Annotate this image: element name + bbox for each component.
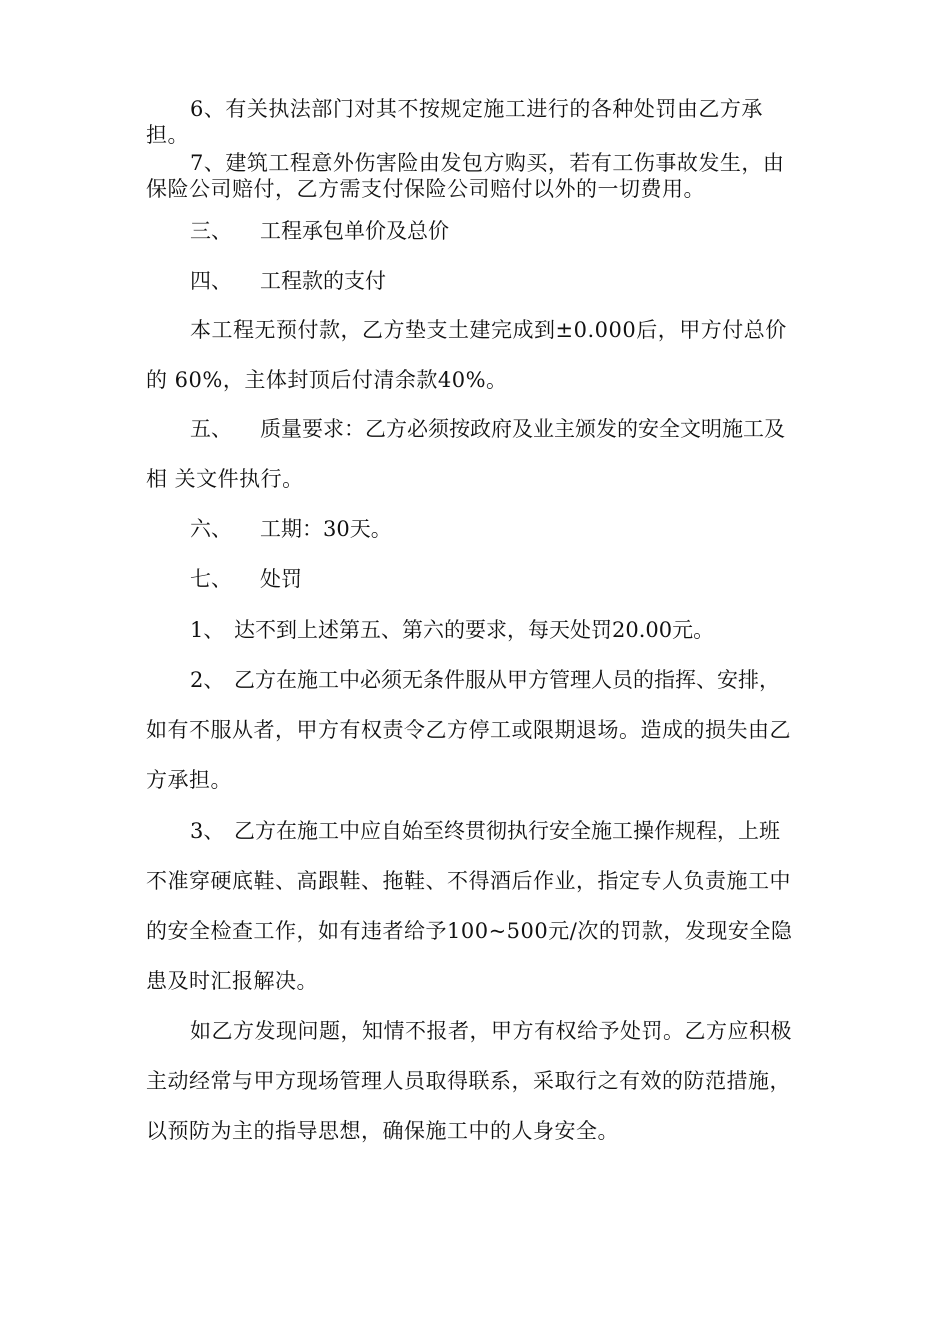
payment-line1: 本工程无预付款，乙方垫支土建完成到±0.000后，甲方付总价: [190, 318, 787, 342]
section3-number: 三、: [190, 219, 232, 243]
item6-line2: 担。: [146, 123, 189, 147]
payment-line2: 的 60%，主体封顶后付清余款40%。: [146, 368, 508, 392]
section4-number: 四、: [190, 269, 232, 293]
section4-title: 工程款的支付: [260, 269, 386, 293]
penalty2-line2: 如有不服从者，甲方有权责令乙方停工或限期退场。造成的损失由乙: [146, 718, 791, 742]
penalty2-number: 2、: [190, 668, 225, 692]
section6-number: 六、: [190, 517, 232, 541]
closing-line2: 主动经常与甲方现场管理人员取得联系，采取行之有效的防范措施，: [146, 1069, 791, 1093]
penalty1-text: 达不到上述第五、第六的要求，每天处罚20.00元。: [234, 618, 715, 642]
section5-line2: 相 关文件执行。: [146, 467, 304, 491]
item7-line1: 7、建筑工程意外伤害险由发包方购买，若有工伤事故发生，由: [190, 151, 785, 175]
section7-title: 处罚: [260, 567, 302, 591]
section6-title: 工期：30天。: [260, 517, 392, 541]
penalty3-line4: 患及时汇报解决。: [146, 969, 318, 993]
section3-title: 工程承包单价及总价: [260, 219, 449, 243]
penalty3-number: 3、: [190, 819, 225, 843]
penalty2-line1: 乙方在施工中必须无条件服从甲方管理人员的指挥、安排，: [234, 668, 780, 692]
section5-title: 质量要求：乙方必须按政府及业主颁发的安全文明施工及: [260, 417, 785, 441]
penalty1-number: 1、: [190, 618, 225, 642]
penalty3-line1: 乙方在施工中应自始至终贯彻执行安全施工操作规程，上班: [234, 819, 780, 843]
penalty3-line2: 不准穿硬底鞋、高跟鞋、拖鞋、不得酒后作业，指定专人负责施工中: [146, 869, 791, 893]
section5-number: 五、: [190, 417, 232, 441]
item7-line2: 保险公司赔付，乙方需支付保险公司赔付以外的一切费用。: [146, 177, 705, 201]
closing-line1: 如乙方发现问题，知情不报者，甲方有权给予处罚。乙方应积极: [190, 1019, 792, 1043]
penalty3-line3: 的安全检查工作，如有违者给予100~500元/次的罚款，发现安全隐: [146, 919, 793, 943]
closing-line3: 以预防为主的指导思想，确保施工中的人身安全。: [146, 1119, 619, 1143]
item6-line1: 6、有关执法部门对其不按规定施工进行的各种处罚由乙方承: [190, 97, 763, 121]
penalty2-line3: 方承担。: [146, 768, 232, 792]
section7-number: 七、: [190, 567, 232, 591]
